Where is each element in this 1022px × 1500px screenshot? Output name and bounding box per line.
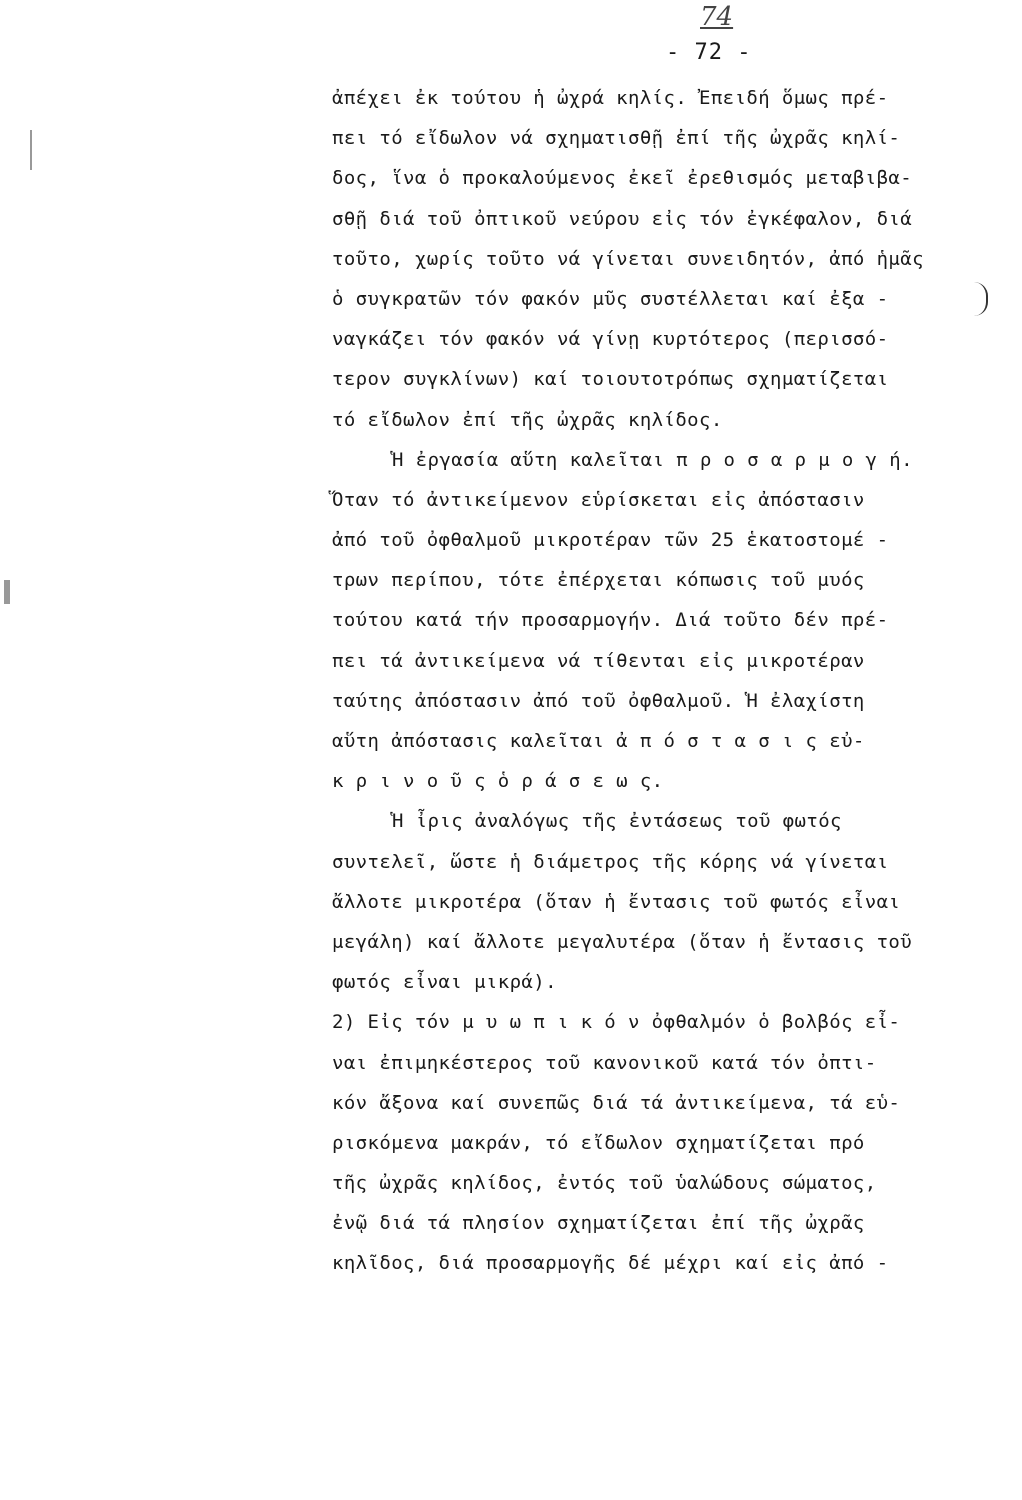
text-line: ἄλλοτε μικροτέρα (ὅταν ἡ ἔντασις τοῦ φωτός εἶναι [332, 890, 901, 913]
text-line: τῆς ὠχρᾶς κηλίδος, ἐντός τοῦ ὑαλώδους σώματος, [332, 1172, 877, 1195]
text-line: ἀπό τοῦ ὀφθαλμοῦ μικροτέραν τῶν 25 ἑκατοστομέ - [332, 529, 889, 552]
text-line: τοῦτο, χωρίς τοῦτο νά γίνεται συνειδητόν, ἀπό ἡμᾶς [332, 247, 924, 270]
text-line: ταύτης ἀπόστασιν ἀπό τοῦ ὀφθαλμοῦ. Ἡ ἐλαχίστη [332, 689, 865, 712]
text-line: πει τά ἀντικείμενα νά τίθενται εἰς μικροτέραν [332, 649, 865, 672]
text-line: τερον συγκλίνων) καί τοιουτοτρόπως σχηματίζεται [332, 368, 889, 391]
text-line: κηλῖδος, διά προσαρμογῆς δέ μέχρι καί εἰς ἀπό - [332, 1252, 889, 1275]
text-line: κ ρ ι ν ο ῦ ς ὁ ρ ά σ ε ω ς. [332, 770, 664, 793]
text-line: ἐνῷ διά τά πλησίον σχηματίζεται ἐπί τῆς ὠχρᾶς [332, 1212, 865, 1235]
text-line: ὁ συγκρατῶν τόν φακόν μῦς συστέλλεται καί ἐξα - [332, 287, 889, 310]
page-number: - 72 - [666, 40, 752, 65]
text-line: ρισκόμενα μακράν, τό εἴδωλον σχηματίζεται πρό [332, 1131, 865, 1154]
text-line: ναγκάζει τόν φακόν νά γίνῃ κυρτότερος (περισσό- [332, 328, 889, 351]
margin-mark [4, 580, 10, 604]
text-line: τούτου κατά τήν προσαρμογήν. Διά τοῦτο δέν πρέ- [332, 609, 889, 632]
text-line: πει τό εἴδωλον νά σχηματισθῇ ἐπί τῆς ὠχρᾶς κηλί- [332, 127, 901, 150]
text-line: φωτός εἶναι μικρά). [332, 971, 557, 994]
text-line: τρων περίπου, τότε ἐπέρχεται κόπωσις τοῦ μυός [332, 569, 865, 592]
handwritten-bracket [972, 282, 988, 316]
text-line: δος, ἵνα ὁ προκαλούμενος ἐκεῖ ἐρεθισμός μεταβιβα- [332, 167, 913, 190]
text-line: κόν ἄξονα καί συνεπῶς διά τά ἀντικείμενα, τά εὑ- [332, 1091, 901, 1114]
text-line: αὕτη ἀπόστασις καλεῖται ἀ π ό σ τ α σ ι ς εὐ- [332, 730, 865, 752]
body-text [332, 78, 972, 1284]
text-line: ἀπέχει ἐκ τούτου ἡ ὠχρά κηλίς. Ἐπειδή ὅμως πρέ- [332, 87, 889, 109]
text-line: 2) Εἰς τόν μ υ ω π ι κ ό ν ὀφθαλμόν ὁ βολβός εἶ- [332, 1011, 901, 1034]
text-line: σθῇ διά τοῦ ὀπτικοῦ νεύρου εἰς τόν ἐγκέφαλον, διά [332, 207, 913, 230]
text-line: Ὅταν τό ἀντικείμενον εὑρίσκεται εἰς ἀπόστασιν [332, 488, 865, 511]
text-line: Ἡ ἶρις ἀναλόγως τῆς ἐντάσεως τοῦ φωτός [392, 810, 842, 833]
margin-mark [30, 130, 32, 170]
text-line: ναι ἐπιμηκέστερος τοῦ κανονικοῦ κατά τόν ὀπτι- [332, 1051, 877, 1074]
text-line: τό εἴδωλον ἐπί τῆς ὠχρᾶς κηλίδος. [332, 408, 723, 431]
text-line: συντελεῖ, ὥστε ἡ διάμετρος τῆς κόρης νά γίνεται [332, 850, 889, 873]
text-line: Ἡ ἐργασία αὕτη καλεῖται π ρ ο σ α ρ μ ο γ ή. [392, 448, 913, 471]
text-line: μεγάλη) καί ἄλλοτε μεγαλυτέρα (ὅταν ἡ ἔντασις τοῦ [332, 930, 913, 953]
handwritten-page-number: 74 [700, 2, 734, 32]
